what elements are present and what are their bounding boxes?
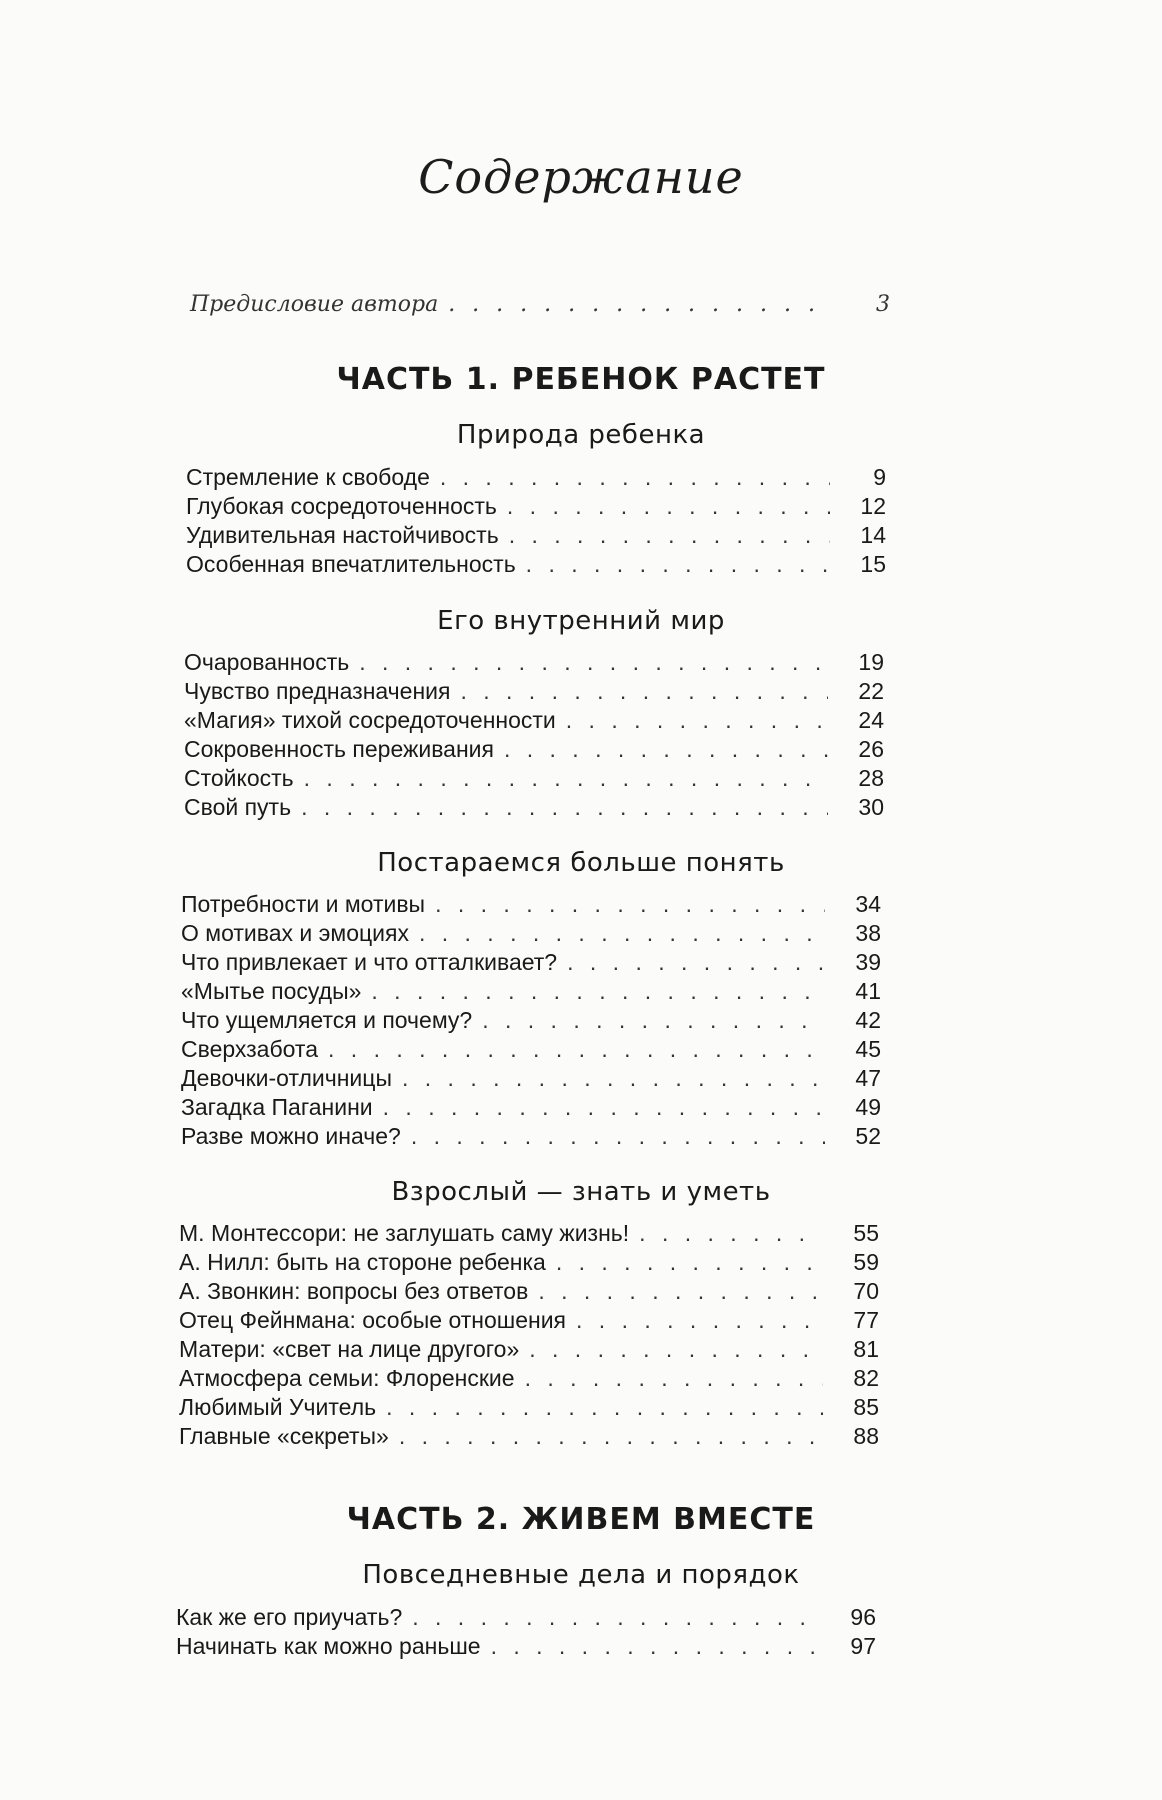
- dot-leader: [526, 549, 830, 579]
- section-heading: Природа ребенка: [456, 420, 706, 450]
- toc-entry-label: М. Монтессори: не заглушать саму жизнь!: [179, 1220, 630, 1246]
- toc-entry-label: Загадка Паганини: [181, 1094, 373, 1120]
- dot-leader: [328, 1034, 825, 1064]
- toc-entry: [186, 549, 886, 579]
- toc-entry: [181, 1005, 881, 1035]
- toc-entry-page: 96: [850, 1604, 876, 1630]
- dot-leader: [448, 290, 834, 320]
- dot-leader: [491, 1631, 820, 1661]
- dot-leader: [576, 1305, 823, 1335]
- dot-leader: [556, 1247, 823, 1277]
- toc-entry-label: Что ущемляется и почему?: [181, 1007, 473, 1033]
- dot-leader: [399, 1421, 823, 1451]
- toc-entry-page: 47: [855, 1065, 881, 1091]
- toc-entry-page: 42: [855, 1007, 881, 1033]
- toc-entry: [179, 1247, 879, 1277]
- toc-entry-page: 81: [853, 1336, 879, 1362]
- toc-entry-label: А. Звонкин: вопросы без ответов: [179, 1278, 529, 1304]
- dot-leader: [529, 1334, 823, 1364]
- toc-entry-page: 55: [853, 1220, 879, 1246]
- toc-entry: [184, 734, 884, 764]
- toc-entry: [179, 1363, 879, 1393]
- dot-leader: [504, 734, 828, 764]
- toc-entry-label: Потребности и мотивы: [181, 891, 426, 917]
- toc-entry-page: 52: [855, 1123, 881, 1149]
- toc-entry-label: Главные «секреты»: [179, 1423, 389, 1449]
- toc-entry-label: Атмосфера семьи: Флоренские: [179, 1365, 515, 1391]
- dot-leader: [402, 1063, 825, 1093]
- toc-entry: [181, 889, 881, 919]
- toc-entry-label: Матери: «свет на лице другого»: [179, 1336, 520, 1362]
- section-heading: Взрослый — знать и уметь: [391, 1177, 771, 1207]
- toc-entry-label: А. Нилл: быть на стороне ребенка: [179, 1249, 546, 1275]
- dot-leader: [301, 792, 828, 822]
- toc-entry-page: 34: [855, 891, 881, 917]
- dot-leader: [525, 1363, 823, 1393]
- toc-entry: [181, 976, 881, 1006]
- toc-entry-page: 39: [855, 949, 881, 975]
- toc-entry-preface: [190, 290, 890, 320]
- toc-entry-label: Что привлекает и что отталкивает?: [181, 949, 558, 975]
- toc-entry-page: 12: [860, 493, 886, 519]
- toc-entry-label: Стойкость: [184, 765, 294, 791]
- toc-entry-label: Чувство предназначения: [184, 678, 451, 704]
- toc-entry-page: 41: [855, 978, 881, 1004]
- toc-entry: [176, 1631, 876, 1661]
- toc-entry-label: Предисловие автора: [190, 292, 439, 317]
- toc-entry: [179, 1305, 879, 1335]
- toc-entry-label: Как же его приучать?: [176, 1604, 403, 1630]
- toc-entry: [181, 1034, 881, 1064]
- toc-entry: [176, 1602, 876, 1632]
- toc-entry-label: Стремление к свободе: [186, 464, 430, 490]
- dot-leader: [383, 1092, 825, 1122]
- toc-entry-label: Свой путь: [184, 794, 292, 820]
- section-heading: Его внутренний мир: [437, 606, 725, 636]
- toc-entry: [181, 1121, 881, 1151]
- dot-leader: [371, 976, 825, 1006]
- section-heading: Повседневные дела и порядок: [362, 1560, 800, 1590]
- toc-entry-label: Удивительная настойчивость: [186, 522, 499, 548]
- toc-entry-label: Очарованность: [184, 649, 350, 675]
- toc-entry: [181, 1092, 881, 1122]
- dot-leader: [359, 647, 828, 677]
- page-title: Содержание: [418, 150, 744, 204]
- toc-entry-label: Девочки-отличницы: [181, 1065, 392, 1091]
- toc-entry-page: 38: [855, 920, 881, 946]
- toc-entry-label: Сокровенность переживания: [184, 736, 494, 762]
- toc-entry: [184, 763, 884, 793]
- toc-entry-page: 59: [853, 1249, 879, 1275]
- toc-entry-page: 24: [858, 707, 884, 733]
- toc-entry-page: 28: [858, 765, 884, 791]
- dot-leader: [566, 705, 828, 735]
- part-heading: ЧАСТЬ 1. РЕБЕНОК РАСТЕТ: [336, 362, 826, 397]
- toc-entry-page: 85: [853, 1394, 879, 1420]
- toc-entry-page: 49: [855, 1094, 881, 1120]
- dot-leader: [411, 1121, 825, 1151]
- toc-entry-page: 88: [853, 1423, 879, 1449]
- toc-entry: [184, 705, 884, 735]
- toc-entry-label: Начинать как можно раньше: [176, 1633, 481, 1659]
- dot-leader: [507, 491, 830, 521]
- toc-entry-page: 22: [858, 678, 884, 704]
- toc-entry-page: 82: [853, 1365, 879, 1391]
- toc-entry-page: 3: [876, 292, 890, 317]
- toc-entry: [184, 676, 884, 706]
- toc-entry: [186, 520, 886, 550]
- dot-leader: [304, 763, 828, 793]
- toc-entry-page: 45: [855, 1036, 881, 1062]
- toc-entry: [179, 1218, 879, 1248]
- toc-entry: [179, 1276, 879, 1306]
- dot-leader: [419, 918, 825, 948]
- toc-entry-label: Любимый Учитель: [179, 1394, 377, 1420]
- toc-entry: [179, 1334, 879, 1364]
- toc-entry-page: 97: [850, 1633, 876, 1659]
- dot-leader: [435, 889, 825, 919]
- dot-leader: [440, 462, 830, 492]
- toc-entry: [181, 947, 881, 977]
- toc-entry-page: 77: [853, 1307, 879, 1333]
- toc-entry-page: 19: [858, 649, 884, 675]
- dot-leader: [386, 1392, 823, 1422]
- toc-entry: [181, 918, 881, 948]
- toc-entry: [184, 647, 884, 677]
- toc-entry-page: 14: [860, 522, 886, 548]
- section-heading: Постараемся больше понять: [377, 848, 785, 878]
- toc-entry-page: 30: [858, 794, 884, 820]
- toc-entry: [186, 491, 886, 521]
- toc-entry-label: Сверхзабота: [181, 1036, 319, 1062]
- toc-entry-label: «Магия» тихой сосредоточенности: [184, 707, 556, 733]
- part-heading: ЧАСТЬ 2. ЖИВЕМ ВМЕСТЕ: [346, 1502, 816, 1537]
- toc-entry: [179, 1421, 879, 1451]
- toc-entry-page: 70: [853, 1278, 879, 1304]
- dot-leader: [460, 676, 828, 706]
- dot-leader: [412, 1602, 820, 1632]
- toc-entry-label: Особенная впечатлительность: [186, 551, 516, 577]
- toc-entry: [186, 462, 886, 492]
- toc-entry: [179, 1392, 879, 1422]
- toc-entry: [181, 1063, 881, 1093]
- toc-entry-label: Отец Фейнмана: особые отношения: [179, 1307, 567, 1333]
- toc-entry-page: 9: [873, 464, 886, 490]
- toc-entry-page: 15: [860, 551, 886, 577]
- dot-leader: [509, 520, 830, 550]
- dot-leader: [639, 1218, 823, 1248]
- toc-entry-label: «Мытье посуды»: [181, 978, 362, 1004]
- dot-leader: [567, 947, 825, 977]
- toc-entry-label: Разве можно иначе?: [181, 1123, 401, 1149]
- toc-entry: [184, 792, 884, 822]
- toc-entry-label: О мотивах и эмоциях: [181, 920, 409, 946]
- dot-leader: [482, 1005, 825, 1035]
- toc-entry-page: 26: [858, 736, 884, 762]
- dot-leader: [538, 1276, 823, 1306]
- toc-entry-label: Глубокая сосредоточенность: [186, 493, 497, 519]
